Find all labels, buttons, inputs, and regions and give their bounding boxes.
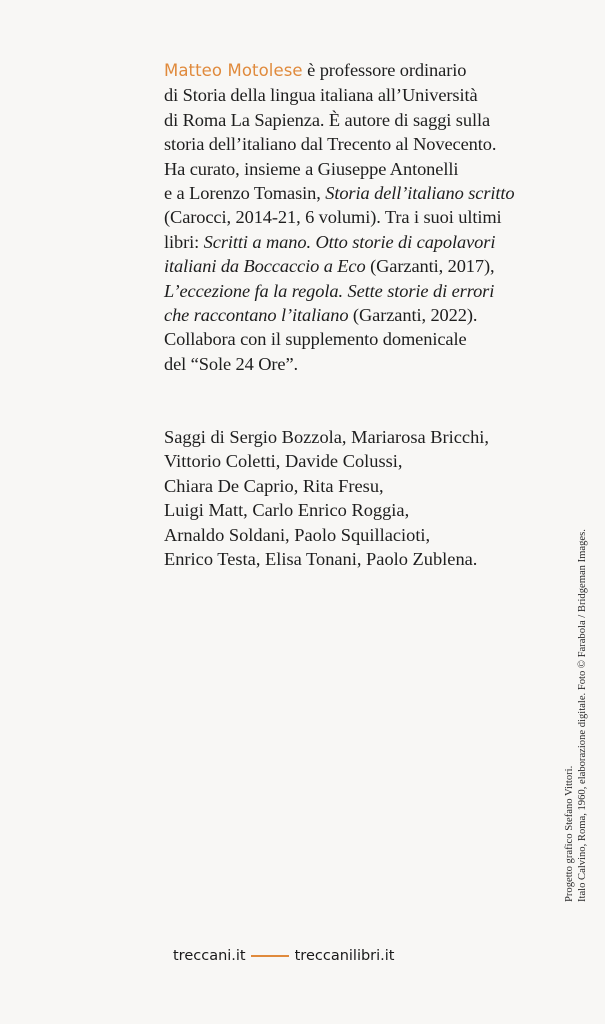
treccanilibri-site-link[interactable]: treccanilibri.it xyxy=(294,948,395,964)
credits-design: Progetto grafico Stefano Vittori. xyxy=(564,765,575,902)
book-title: Storia dell’italiano scritto xyxy=(325,183,515,204)
bio-line-4: storia dell’italiano dal Trecento al Novecento. xyxy=(164,134,497,155)
contributors-line: Chiara De Caprio, Rita Fresu, xyxy=(164,475,384,496)
book-title: L’eccezione fa la regola. Sette storie di errori xyxy=(164,280,495,301)
treccani-site-link[interactable]: treccani.it xyxy=(173,948,246,964)
contributors-line: Saggi di Sergio Bozzola, Mariarosa Bricchi, xyxy=(164,427,489,447)
bio-line-8: libri: Scritti a mano. Otto storie di capolavori xyxy=(164,231,496,252)
contributors-line: Enrico Testa, Elisa Tonani, Paolo Zublena. xyxy=(164,549,478,570)
footer-divider xyxy=(251,955,289,957)
footer-links xyxy=(173,948,395,964)
essay-contributors xyxy=(164,425,584,571)
bio-line-10 xyxy=(164,279,604,303)
book-title: Scritti a mano. Otto storie di capolavori xyxy=(203,231,496,252)
bio-line-6: e a Lorenzo Tomasin, Storia dell’italiano scritto xyxy=(164,183,515,204)
bio-line-12: Collabora con il supplemento domenicale xyxy=(164,329,467,350)
author-name: Matteo Motolese xyxy=(164,61,303,80)
bio-line-9: italiani da Boccaccio a Eco (Garzanti, 2017), xyxy=(164,256,495,277)
bio-line-11: che raccontano l’italiano (Garzanti, 2022). xyxy=(164,305,478,326)
contributors-line: Luigi Matt, Carlo Enrico Roggia, xyxy=(164,500,410,521)
bio-line-1: Matteo Motolese è professore ordinario xyxy=(164,60,467,80)
bio-line-7: (Carocci, 2014-21, 6 volumi). Tra i suoi ultimi xyxy=(164,207,502,228)
credits-photo: Italo Calvino, Roma, 1960, elaborazione digitale. Foto © Farabola / Bridgeman Images. xyxy=(577,529,588,902)
bio-line-2: di Storia della lingua italiana all’Università xyxy=(164,85,478,106)
bio-line-3: di Roma La Sapienza. È autore di saggi sulla xyxy=(164,109,491,130)
book-title: italiani da Boccaccio a Eco xyxy=(164,256,366,277)
contributors-line: Arnaldo Soldani, Paolo Squillacioti, xyxy=(164,524,431,545)
contributors-line: Vittorio Coletti, Davide Colussi, xyxy=(164,451,403,472)
bio-line-13: del “Sole 24 Ore”. xyxy=(164,353,299,374)
bio-line-5: Ha curato, insieme a Giuseppe Antonelli xyxy=(164,158,459,179)
photo-credits xyxy=(563,472,589,902)
book-title: che raccontano l’italiano xyxy=(164,305,349,326)
author-bio xyxy=(164,58,604,376)
